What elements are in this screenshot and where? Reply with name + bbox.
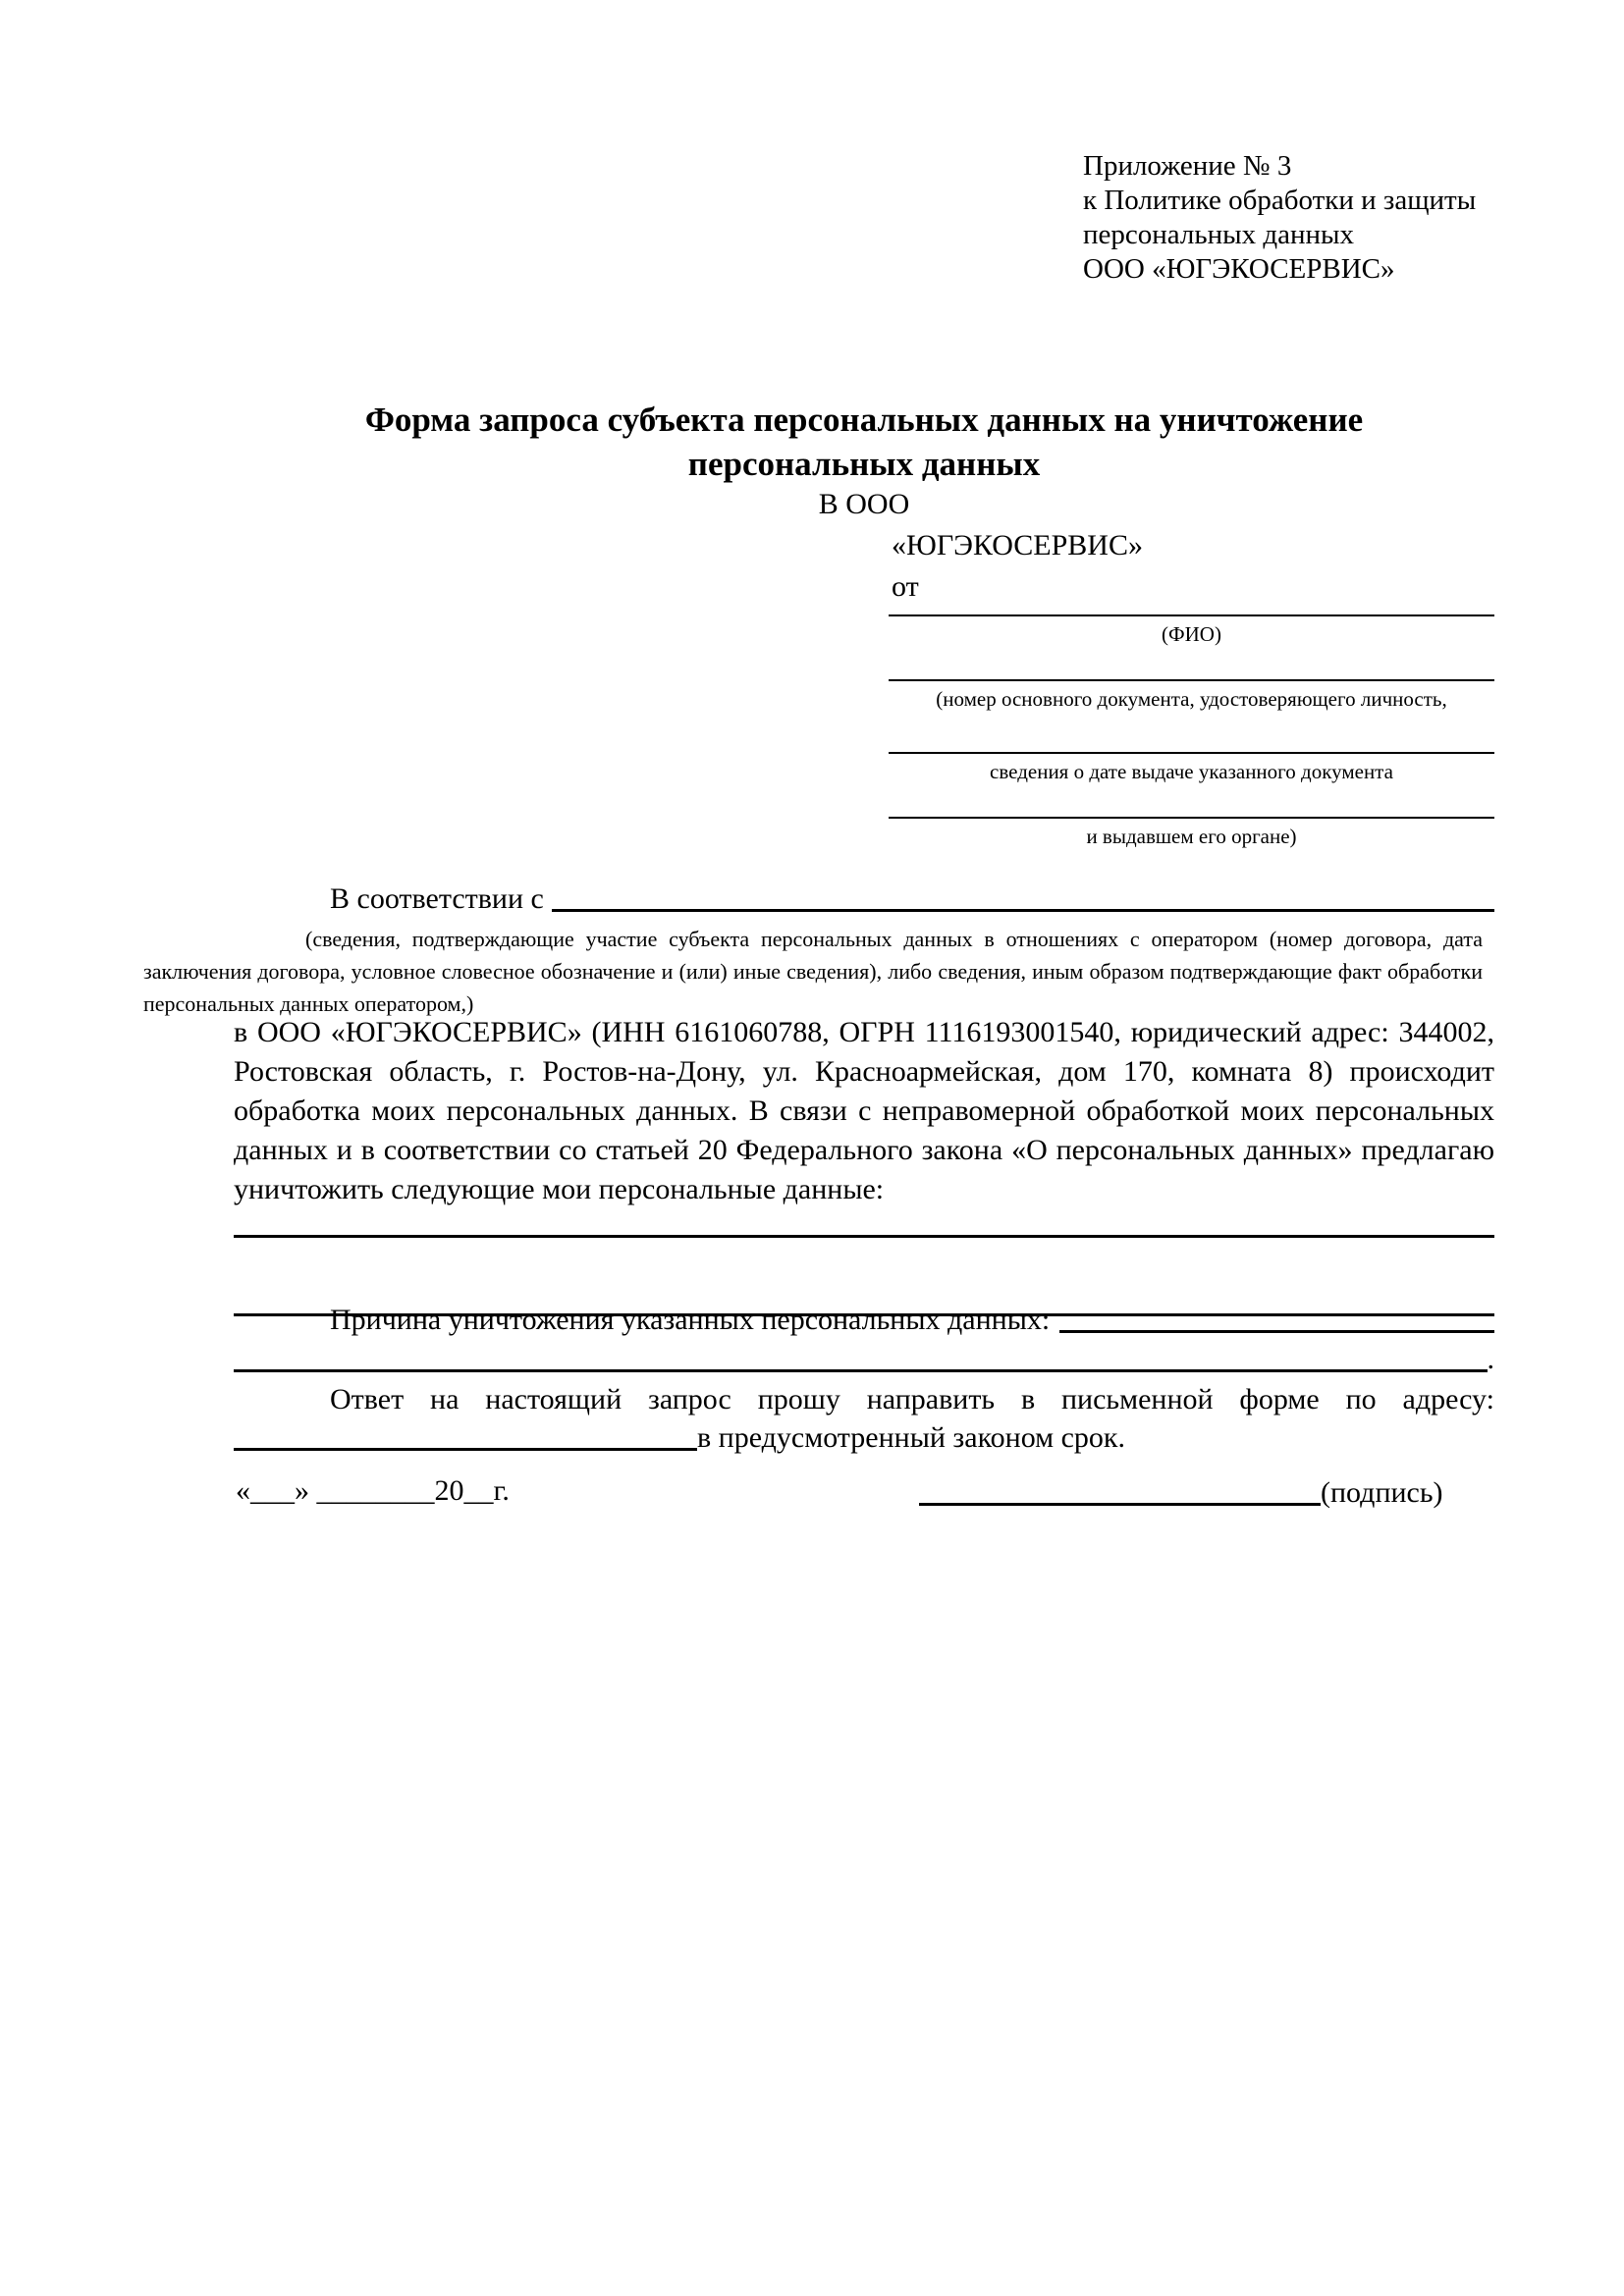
signature-caption: (подпись): [1321, 1476, 1443, 1509]
reason-blank-line: [1059, 1330, 1494, 1333]
document-issuer-blank-line: [889, 817, 1494, 819]
reason-continuation-row: [234, 1341, 1494, 1376]
appendix-line-4: ООО «ЮГЭКОСЕРВИС»: [1083, 253, 1395, 285]
appendix-header: [1083, 149, 1476, 287]
fio-caption: (ФИО): [1162, 622, 1221, 646]
appendix-line-2: к Политике обработки и защиты: [1083, 185, 1477, 216]
reason-terminator: .: [1487, 1343, 1494, 1375]
signature-row: [919, 1474, 1443, 1510]
addressee-org-name: «ЮГЭКОСЕРВИС»: [892, 529, 1143, 561]
basis-blank-line: [552, 909, 1494, 912]
addressee-in-org: В ООО: [818, 488, 910, 520]
date-blank: «___» ________20__г.: [236, 1474, 510, 1507]
basis-note: (сведения, подтверждающие участие субъекта персональных данных в отношениях с оператором (номер договора, дата заключения договора, условное словесное обозначение и (или) иные сведения), либо сведения, иным образом подтверждающие факт обработки персональных данных оператором,): [143, 927, 1483, 1016]
document-issuer-caption: и выдавшем его органе): [1086, 825, 1297, 848]
appendix-line-1: Приложение № 3: [1083, 150, 1292, 182]
response-sentence: Ответ на настоящий запрос прошу направить в письменной форме по адресу:: [330, 1383, 1494, 1415]
reason-row: [234, 1302, 1494, 1337]
form-title-line-2: персональных данных: [687, 445, 1041, 483]
response-tail: в предусмотренный законом срок.: [697, 1421, 1125, 1454]
document-date-blank-line: [889, 752, 1494, 754]
form-title-line-1: Форма запроса субъекта персональных данных на уничтожение: [364, 400, 1364, 439]
document-date-caption: сведения о дате выдаче указанного документа: [990, 760, 1393, 783]
basis-label: В соответствии с: [330, 882, 544, 915]
main-paragraph: в ООО «ЮГЭКОСЕРВИС» (ИНН 6161060788, ОГРН 1116193001540, юридический адрес: 344002, Ростовская область, г. Ростов-на-Дону, ул. Красноармейская, дом 170, комната 8) происходит обработка моих персональных данных. В связи с неправомерной обработкой моих персональных данных и в соответствии со статьей 20 Федерального закона «О персональных данных» предлагаю уничтожить следующие мои персональные данные:: [234, 1016, 1494, 1205]
document-number-blank-line: [889, 679, 1494, 681]
response-address-row: [234, 1419, 1494, 1455]
form-title: [234, 398, 1494, 486]
fio-blank-line: [889, 614, 1494, 616]
address-blank-line: [234, 1448, 697, 1451]
document-number-caption: (номер основного документа, удостоверяющего личность,: [936, 687, 1447, 711]
signature-blank-line: [919, 1503, 1321, 1506]
addressee-from-label: от: [892, 570, 919, 603]
basis-row: [234, 877, 1494, 916]
appendix-line-3: персональных данных: [1083, 219, 1355, 250]
data-blank-line-1: [234, 1235, 1494, 1238]
reason-continuation-blank-line: [234, 1369, 1488, 1372]
reason-label: Причина уничтожения указанных персональных данных:: [330, 1304, 1051, 1336]
